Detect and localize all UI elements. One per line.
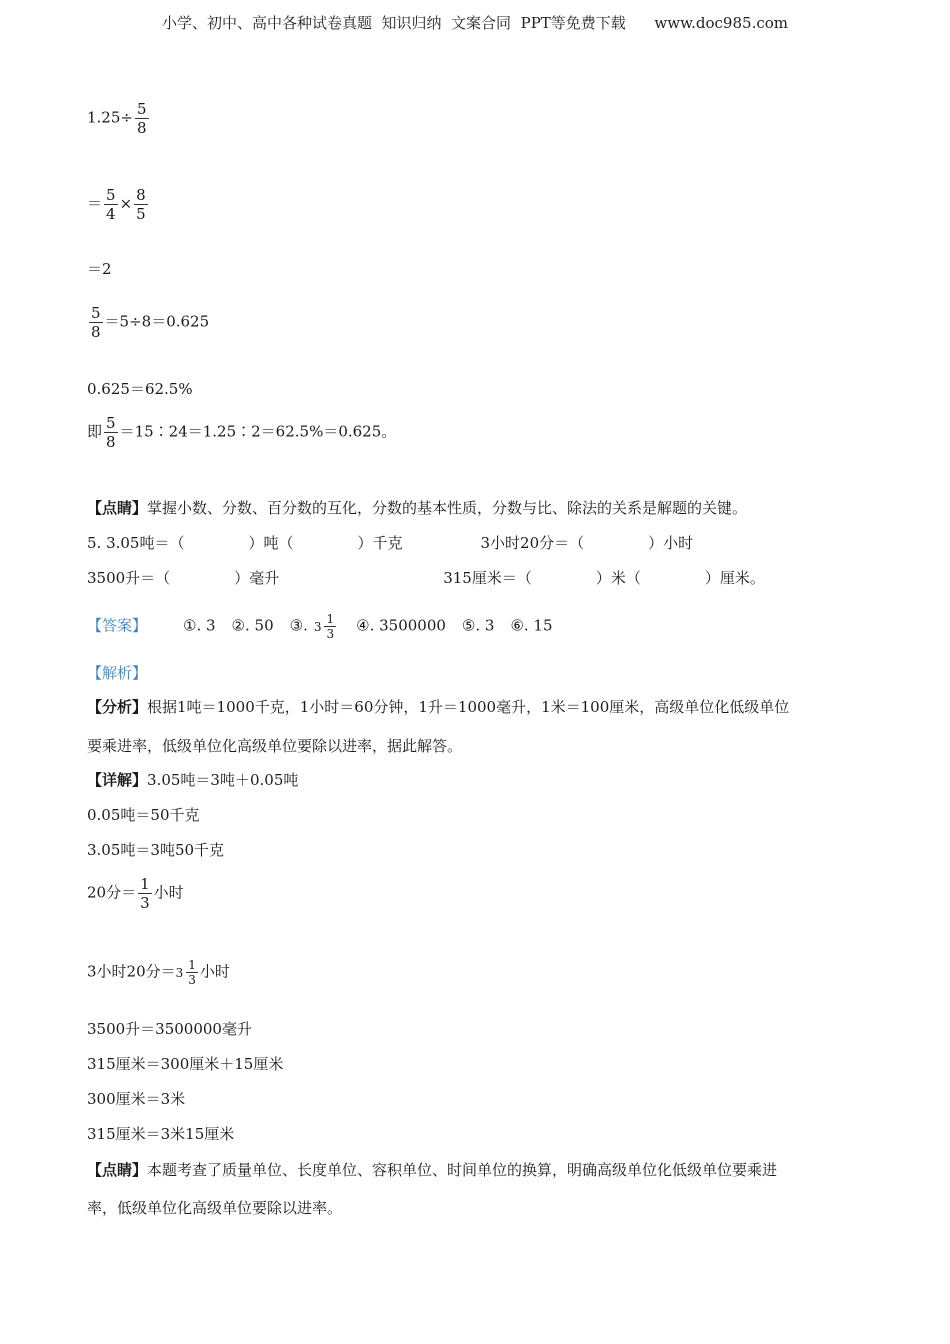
numerator: 8 [136, 186, 146, 204]
denominator: 4 [106, 205, 116, 223]
question-text: 315厘米＝（ [443, 569, 532, 587]
fraction [186, 958, 198, 987]
answer-item: ⑥. 15 [510, 616, 553, 635]
step-text: 小时 [153, 883, 184, 902]
answer-item: ⑤. 3 [461, 616, 495, 635]
step-text: 20分＝ [87, 883, 137, 902]
question-text: ）小时 [648, 534, 694, 552]
answer-tag: 【答案】 [87, 616, 148, 635]
step-line-fraction [87, 875, 184, 912]
fraction [134, 186, 148, 223]
answer-item: ③. [289, 616, 308, 635]
page-header: 小学、初中、高中各种试卷真题 知识归纳 文案合同 PPT等免费下载 www.doc985.com [161, 14, 788, 32]
step-text: 3.05吨＝3吨＋0.05吨 [147, 771, 299, 789]
mixed-number [314, 612, 338, 641]
fenxi-tag: 【分析】 [87, 698, 148, 716]
calc-text: ＝ [87, 194, 103, 213]
calc-text: ＝15∶24＝1.25∶2＝62.5%＝0.625。 [119, 422, 397, 441]
question-text: 5. 3.05吨＝（ [87, 534, 185, 552]
xiangjie-line [87, 770, 298, 790]
numerator: 1 [188, 958, 196, 972]
step-line: 315厘米＝300厘米＋15厘米 [87, 1055, 284, 1073]
question-text: ）千克 [357, 534, 403, 552]
calc-line-1 [87, 100, 151, 137]
calc-text: 1.25÷ [87, 108, 133, 127]
fraction [104, 414, 118, 451]
question-text: 3500升＝（ [87, 569, 171, 587]
fraction [104, 186, 118, 223]
step-line: 0.05吨＝50千克 [87, 806, 200, 824]
calc-line-5: 0.625＝62.5% [87, 380, 193, 398]
denominator: 8 [106, 433, 116, 451]
question-text: 3小时20分＝（ [480, 534, 585, 552]
question-text: ）厘米。 [704, 569, 765, 587]
fenxi-text: 根据1吨＝1000千克，1小时＝60分钟，1升＝1000毫升，1米＝100厘米，高级单位化低级单位 [147, 698, 790, 716]
xiangjie-tag: 【详解】 [87, 771, 148, 789]
fenxi-line-1 [87, 697, 789, 717]
answer-item: ④. 3500000 [356, 616, 446, 635]
mixed-number [176, 958, 200, 987]
dianjing-line-1 [87, 1160, 777, 1180]
answer-item: ①. 3 [183, 616, 216, 635]
numerator: 5 [106, 414, 116, 432]
step-line: 3.05吨＝3吨50千克 [87, 841, 225, 859]
step-text: 小时 [199, 962, 230, 981]
question-text: ）吨（ [248, 534, 294, 552]
fenxi-line-2: 要乘进率，低级单位化高级单位要除以进率，据此解答。 [87, 737, 463, 755]
calc-line-6 [87, 414, 396, 451]
denominator: 3 [140, 894, 150, 912]
step-line: 300厘米＝3米 [87, 1090, 186, 1108]
denominator: 3 [326, 627, 335, 641]
fraction [135, 100, 149, 137]
denominator: 8 [91, 323, 101, 341]
whole-part: 3 [175, 965, 184, 980]
step-line: 315厘米＝3米15厘米 [87, 1125, 235, 1143]
numerator: 1 [140, 875, 150, 893]
numerator: 5 [106, 186, 116, 204]
calc-line-2 [87, 186, 150, 223]
dianjing-line-2: 率，低级单位化高级单位要除以进率。 [87, 1199, 343, 1217]
dianjing-text: 掌握小数、分数、百分数的互化，分数的基本性质，分数与比、除法的关系是解题的关键。 [147, 499, 748, 517]
answer-item: ②. 50 [231, 616, 274, 635]
answer-line [87, 612, 553, 641]
numerator: 5 [136, 100, 147, 118]
denominator: 5 [136, 205, 146, 223]
step-line-mixed [87, 958, 230, 987]
step-text: 3小时20分＝ [87, 962, 176, 981]
fraction [89, 304, 103, 341]
question-line-2 [87, 568, 765, 588]
denominator: 8 [136, 119, 147, 137]
calc-text: 即 [87, 422, 103, 441]
question-text: ）毫升 [234, 569, 280, 587]
calc-line-3: ＝2 [87, 260, 112, 278]
calc-line-4 [87, 304, 209, 341]
dianjing-tag: 【点睛】 [87, 1161, 148, 1179]
question-text: ）米（ [595, 569, 641, 587]
fraction [138, 875, 152, 912]
numerator: 1 [326, 612, 335, 626]
numerator: 5 [91, 304, 101, 322]
calc-text: × [119, 194, 133, 213]
dianjing-tag: 【点睛】 [87, 499, 148, 517]
dianjing-note [87, 498, 747, 518]
step-line: 3500升＝3500000毫升 [87, 1020, 252, 1038]
dianjing-text: 本题考查了质量单位、长度单位、容积单位、时间单位的换算，明确高级单位化低级单位要乘进 [147, 1161, 778, 1179]
fraction [324, 612, 336, 641]
analysis-tag: 【解析】 [87, 664, 148, 682]
calc-text: ＝5÷8＝0.625 [104, 312, 210, 331]
whole-part: 3 [313, 619, 322, 634]
denominator: 3 [188, 973, 196, 987]
question-line-1 [87, 533, 693, 553]
